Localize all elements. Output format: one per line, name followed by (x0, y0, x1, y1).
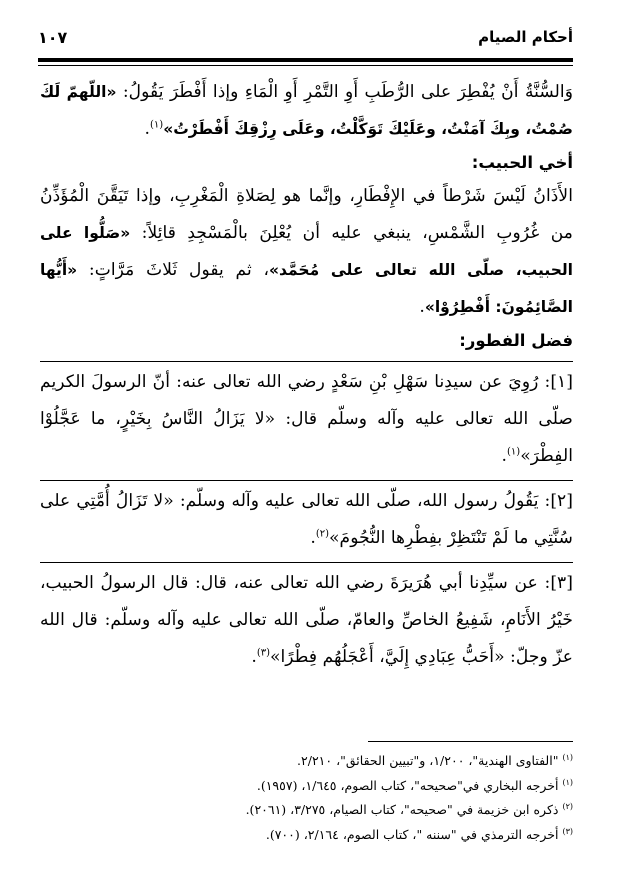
hadith-1: [١]: رُوِيَ عن سيدِنا سَهْلِ بْنِ سَعْدٍ رضي الله تعالى عنه: أنّ الرسولَ الكريم صلّى الله تعالى عليه وآله وسلّم قال: «لا يَزَالُ النَّاسُ بِخَيْرٍ، ما عَجَّلُوْا الفِطْرَ»$^{(١)}$. (40, 372, 573, 466)
footnote-ref: (٣) (256, 647, 271, 659)
page-number: ١٠٧ (38, 28, 68, 47)
footnote-item: $^{(١)}$ "الفتاوى الهندية"، ١/٢٠٠، و"تبيين الحقائق"، ٢/٢١٠. (297, 752, 573, 768)
paragraph-sunnah-iftar: وَالسُّنَّةُ أَنْ يُفْطِرَ على الرُّطَبِ أَوِ التَّمْرِ أَوِ الْمَاءِ وإذا أَفْطَرَ يَقُولُ: «اللّهمّ لَكَ صُمْتُ، وبِكَ آمَنْتُ، وعَلَيْكَ تَوَكَّلْتُ، وعَلَى رِزْقِكَ أَفْطَرْتُ»$^{(١)}$. (40, 82, 573, 139)
hadith-2: [٢]: يَقُولُ رسول الله، صلّى الله تعالى عليه وآله وسلّم: «لا تَزَالُ أُمَّتِي على سُنَّتِي ما لَمْ تَنْتَظِرْ بفِطْرِها النُّجُومَ»$^{(٢)}$. (40, 491, 573, 548)
header-rule-thin (38, 65, 573, 66)
main-text (40, 74, 573, 676)
footnotes (40, 749, 573, 847)
paragraph-separator (40, 480, 573, 481)
bold-fasting-call: «أَيُّها الصَّائِمُونَ: أَفْطِرُوْا» (40, 261, 573, 316)
footnote-separator (368, 741, 573, 742)
paragraph-separator (40, 562, 573, 563)
section-heading-dear-brother: أخي الحبيب: (471, 153, 573, 172)
running-title: أحكام الصيام (478, 28, 573, 46)
footnote-item: $^{(٣)}$ أخرجه الترمذي في "سننه "، كتاب الصوم، ٢/١٦٤، (٧٠٠). (265, 826, 573, 842)
section-heading-virtue-of-iftar: فضل الفطور: (459, 331, 573, 350)
footnote-item: $^{(٢)}$ ذكره ابن خزيمة في "صحيحه"، كتاب الصيام، ٣/٢٧٥، (٢٠٦١). (245, 801, 573, 817)
footnote-ref: (٢) (315, 528, 330, 540)
paragraph-adhan: الأَذَانُ لَيْسَ شَرْطاً في الإِفْطَارِ، وإنَّما هو لِصَلاةِ الْمَغْرِبِ، وإذا تَيَقَّنَ الْمُؤَذِّنُ من غُرُوبِ الشَّمْسِ، ينبغي عليه أن يُعْلِنَ بالْمَسْجِدِ قائِلاً: «صَلُّوا على الحبيب، صلّى الله تعالى على مُحَمَّد»، ثم يقول ثَلاثَ مَرَّاتٍ: «أَيُّها الصَّائِمُونَ: أَفْطِرُوْا». (40, 186, 573, 317)
footnote-ref: (١) (150, 119, 164, 131)
page-header (38, 26, 573, 52)
footnote-ref: (١) (507, 446, 521, 458)
bold-salawat: «صَلُّوا على الحبيب، صلّى الله تعالى على مُحَمَّد» (40, 224, 573, 279)
heading-underline (40, 361, 573, 362)
dua-text: «اللّهمّ لَكَ صُمْتُ، وبِكَ آمَنْتُ، وعَلَيْكَ تَوَكَّلْتُ، وعَلَى رِزْقِكَ أَفْطَرْتُ» (40, 83, 573, 138)
footnote-item: $^{(١)}$ أخرجه البخاري في"صحيحه"، كتاب الصوم، ١/٦٤٥، (١٩٥٧). (256, 777, 573, 793)
header-rule-thick (38, 58, 573, 62)
hadith-3: [٣]: عن سيِّدِنا أبي هُرَيرَةَ رضي الله تعالى عنه، قال: قال الرسولُ الحبيب، خَيْرُ الأَنَامِ، شَفِيعُ الخاصِّ والعامّ، صلّى الله تعالى عليه وآله وسلّم: قال الله عزّ وجلّ: «أَحَبُّ عِبَادِي إِلَيَّ، أَعْجَلُهُم فِطْرًا»$^{(٣)}$. (40, 573, 573, 667)
